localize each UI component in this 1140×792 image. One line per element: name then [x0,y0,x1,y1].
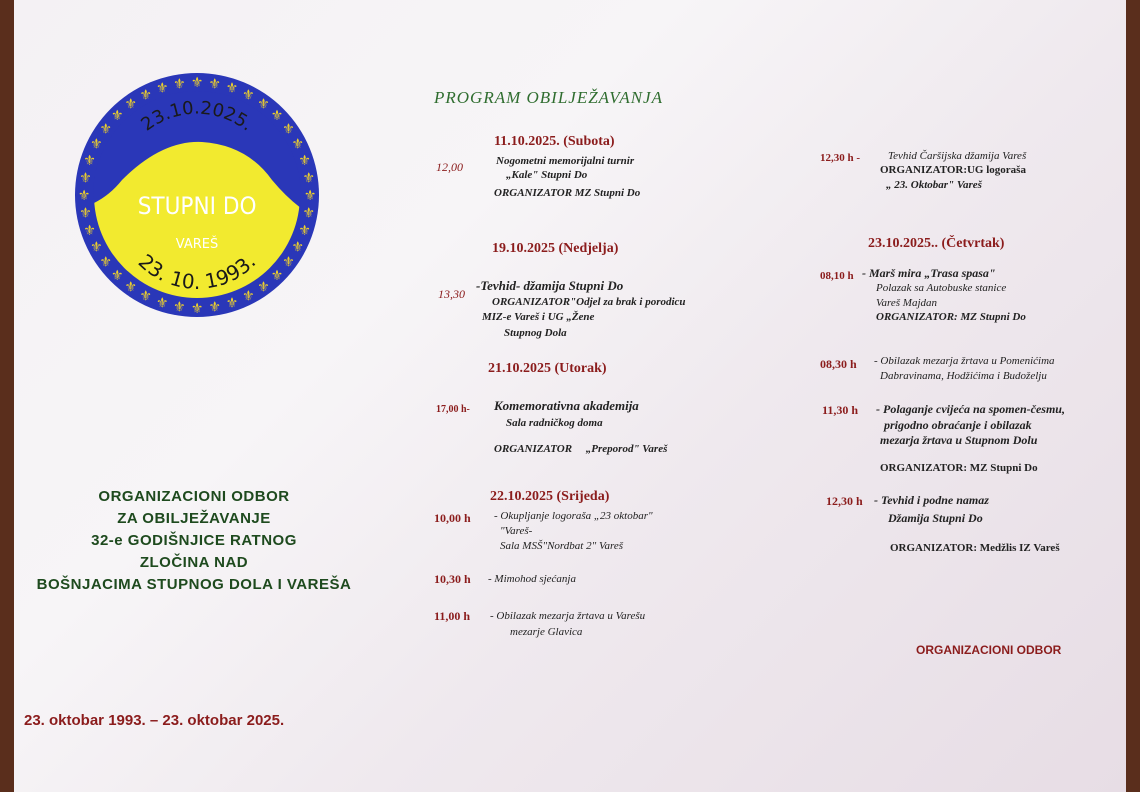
fleur-de-lis-icon: ⚜ [208,299,221,316]
fleur-de-lis-icon: ⚜ [124,96,137,113]
fleur-de-lis-icon: ⚜ [173,76,186,93]
fleur-de-lis-icon: ⚜ [298,222,311,239]
fleur-de-lis-icon: ⚜ [225,295,239,312]
event-line: Sala radničkog doma [506,417,603,429]
time-5d: 12,30 h [826,494,863,508]
fleur-de-lis-icon: ⚜ [155,80,169,97]
event-line: „Kale" Stupni Do [506,169,588,181]
fleur-de-lis-icon: ⚜ [302,205,315,222]
committee-line: BOŠNJACIMA STUPNOG DOLA I VAREŠA [36,576,352,593]
organizer: ORGANIZATOR: Medžlis IZ Vareš [890,542,1060,554]
committee-line: ZLOČINA NAD [139,554,249,571]
committee-line: ZA OBILJEŽAVANJE [117,510,271,527]
fleur-de-lis-icon: ⚜ [298,153,311,170]
event-line: „ 23. Oktobar" Vareš [886,179,982,191]
time-1: 12,00 [436,160,463,174]
footer-dates: 23. oktobar 1993. – 23. oktobar 2025. [24,712,285,729]
event-line: mezarja žrtava u Stupnom Dolu [880,433,1038,447]
event-line: Polazak sa Autobuske stanice [876,282,1007,294]
event-line: - Mimohod sjećanja [488,573,576,585]
fleur-de-lis-icon: ⚜ [139,288,152,305]
event-line: Sala MSŠ"Nordbat 2" Vareš [500,540,624,552]
event-line: - Obilazak mezarja žrtava u Pomenićima [874,355,1055,367]
event-line: MIZ-e Vareš i UG „Žene [482,311,595,323]
committee-block [14,486,374,596]
organizer: ORGANIZATOR „Preporod" Vareš [494,443,668,455]
event-line: Nogometni memorijalni turnir [496,155,635,167]
event-title: - Marš mira „Trasa spasa" [862,266,996,280]
program-sheet [14,0,1126,792]
fleur-de-lis-icon: ⚜ [291,239,304,256]
fleur-de-lis-icon: ⚜ [155,295,169,312]
event-line: - Polaganje cvijeća na spomen-česmu, [876,402,1065,416]
event-title: Komemorativna akademija [494,398,639,413]
event-line: ORGANIZATOR"Odjel za brak i porodicu [492,296,686,308]
event-line: - Tevhid i podne namaz [874,493,989,507]
event-line: Stupnog Dola [504,327,567,339]
event-line: Vareš Majdan [876,297,938,309]
time-r1: 12,30 h - [820,152,861,164]
fleur-de-lis-icon: ⚜ [257,279,270,296]
fleur-de-lis-icon: ⚜ [270,267,284,284]
time-5a: 08,10 h [820,270,854,282]
organizer: ORGANIZATOR:UG logoraša [880,164,1026,176]
emblem-name: STUPNI DO [137,192,257,221]
organizer: ORGANIZATOR MZ Stupni Do [494,187,641,199]
fleur-de-lis-icon: ⚜ [83,222,96,239]
fleur-de-lis-icon: ⚜ [110,108,124,125]
event-line: Tevhid Čaršijska džamija Vareš [888,150,1027,162]
fleur-de-lis-icon: ⚜ [83,153,96,170]
time-5b: 08,30 h [820,357,857,371]
fleur-de-lis-icon: ⚜ [242,288,255,305]
fleur-de-lis-icon: ⚜ [99,121,112,138]
program-title: PROGRAM OBILJEŽAVANJA [434,88,663,107]
date-heading-5: 23.10.2025.. (Četvrtak) [868,236,1005,251]
fleur-de-lis-icon: ⚜ [282,254,295,271]
event-line: "Vareš- [500,525,533,537]
event-title: -Tevhid- džamija Stupni Do [476,278,624,293]
fleur-de-lis-icon: ⚜ [173,299,186,316]
fleur-de-lis-icon: ⚜ [208,76,221,93]
time-4c: 11,00 h [434,609,471,623]
event-line: Dabravinama, Hodžićima i Budoželju [880,370,1047,382]
fleur-de-lis-icon: ⚜ [303,188,317,204]
fleur-de-lis-icon: ⚜ [139,87,152,104]
time-3: 17,00 h- [436,404,470,415]
date-heading-3: 21.10.2025 (Utorak) [488,361,607,376]
event-line: mezarje Glavica [510,626,583,638]
time-5c: 11,30 h [822,403,859,417]
fleur-de-lis-icon: ⚜ [302,170,315,187]
organizer: ORGANIZATOR: MZ Stupni Do [876,311,1026,323]
fleur-de-lis-icon: ⚜ [90,239,103,256]
fleur-de-lis-icon: ⚜ [225,80,239,97]
event-line: Džamija Stupni Do [888,511,983,525]
committee-line: 32-e GODIŠNJICE RATNOG [91,532,297,549]
fleur-de-lis-icon: ⚜ [190,301,204,317]
date-heading-4: 22.10.2025 (Srijeda) [490,489,610,504]
date-heading-1: 11.10.2025. (Subota) [494,134,615,149]
committee-line: ORGANIZACIONI ODBOR [98,488,290,505]
fleur-de-lis-icon: ⚜ [257,96,270,113]
fleur-de-lis-icon: ⚜ [77,188,91,204]
signature: ORGANIZACIONI ODBOR [916,643,1062,657]
event-line: prigodno obraćanje i obilazak [884,418,1032,432]
stupni-do-emblem [72,70,322,320]
fleur-de-lis-icon: ⚜ [99,254,112,271]
fleur-de-lis-icon: ⚜ [242,87,255,104]
fleur-de-lis-icon: ⚜ [190,75,204,91]
fleur-de-lis-icon: ⚜ [110,267,124,284]
fleur-de-lis-icon: ⚜ [79,205,92,222]
fleur-de-lis-icon: ⚜ [124,279,137,296]
fleur-de-lis-icon: ⚜ [282,121,295,138]
fleur-de-lis-icon: ⚜ [90,136,103,153]
time-2: 13,30 [438,287,465,301]
organizer: ORGANIZATOR: MZ Stupni Do [880,462,1038,474]
event-line: - Obilazak mezarja žrtava u Varešu [490,610,646,622]
fleur-de-lis-icon: ⚜ [270,108,284,125]
emblem-town: VAREŠ [175,237,219,252]
fleur-de-lis-icon: ⚜ [79,170,92,187]
time-4b: 10,30 h [434,572,471,586]
time-4a: 10,00 h [434,511,471,525]
emblem-date-bottom: 23. 10. 1993. [133,249,261,295]
date-heading-2: 19.10.2025 (Nedjelja) [492,241,619,256]
emblem-date-top: 23.10.2025. [137,97,257,136]
event-line: - Okupljanje logoraša „23 oktobar" [494,510,653,522]
fleur-de-lis-icon: ⚜ [291,136,304,153]
